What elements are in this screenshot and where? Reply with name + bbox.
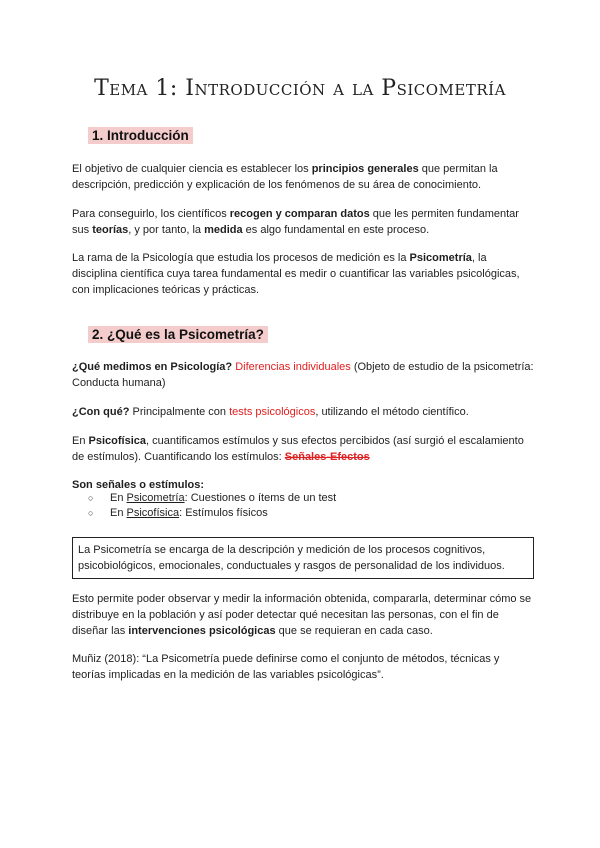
- page-title: Tema 1: Introducción a la Psicometría: [94, 76, 506, 101]
- paragraph-psicofisica: En Psicofísica, cuantificamos estímulos y sus efectos percibidos (así surgió el escalamiento de estímulos). Cuantificando los estímulos: Señales-Efectos: [72, 435, 524, 463]
- paragraph-quote: Muñiz (2018): “La Psicometría puede definirse como el conjunto de métodos, técnicas y teorías implicadas en la medición de las variables psicológicas”.: [72, 653, 500, 681]
- paragraph-con-que: ¿Con qué? Principalmente con tests psicológicos, utilizando el método científico.: [72, 406, 469, 418]
- definition-box: La Psicometría se encarga de la descripción y medición de los procesos cognitivos, psicobiológicos, emocionales, conductuales y rasgos de personalidad de los individuos.: [72, 537, 534, 579]
- list-title: Son señales o estímulos:: [72, 479, 205, 491]
- bold-term: Psicometría: [409, 252, 472, 264]
- paragraph-objetivo: El objetivo de cualquier ciencia es establecer los principios generales que permitan la descripción, predicción y explicación de los fenómenos de su área de conocimiento.: [72, 163, 498, 191]
- stimuli-list: [88, 491, 336, 521]
- bold-term: medida: [204, 224, 243, 236]
- paragraph-rama: La rama de la Psicología que estudia los procesos de medición es la Psicometría, la disciplina científica cuya tarea fundamental es medir o cuantificar las variables psicológicas, con implicaciones teóricas y prácticas.: [72, 252, 520, 296]
- paragraph-conseguirlo: Para conseguirlo, los científicos recogen y comparan datos que les permiten fundamentar sus teorías, y por tanto, la medida es algo fundamental en este proceso.: [72, 208, 519, 236]
- section-heading-introduccion: 1. Introducción: [88, 127, 193, 144]
- bold-term: teorías: [92, 224, 129, 236]
- bold-term: recogen y comparan datos: [229, 208, 370, 220]
- list-item: ○ En Psicofísica: Estímulos físicos: [88, 506, 336, 521]
- section-heading-que-es: 2. ¿Qué es la Psicometría?: [88, 326, 268, 343]
- paragraph-permite: Esto permite poder observar y medir la información obtenida, compararla, determinar cómo se distribuye en la población y así poder detectar qué necesitan las personas, con el fin de diseñar las intervenciones psicológicas que se requieran en cada caso.: [72, 593, 532, 637]
- list-item: ○ En Psicometría: Cuestiones o ítems de un test: [88, 491, 336, 506]
- bold-term: principios generales: [311, 163, 419, 175]
- paragraph-que-medimos: ¿Qué medimos en Psicología? Diferencias individuales (Objeto de estudio de la psicometría: Conducta humana): [72, 361, 534, 389]
